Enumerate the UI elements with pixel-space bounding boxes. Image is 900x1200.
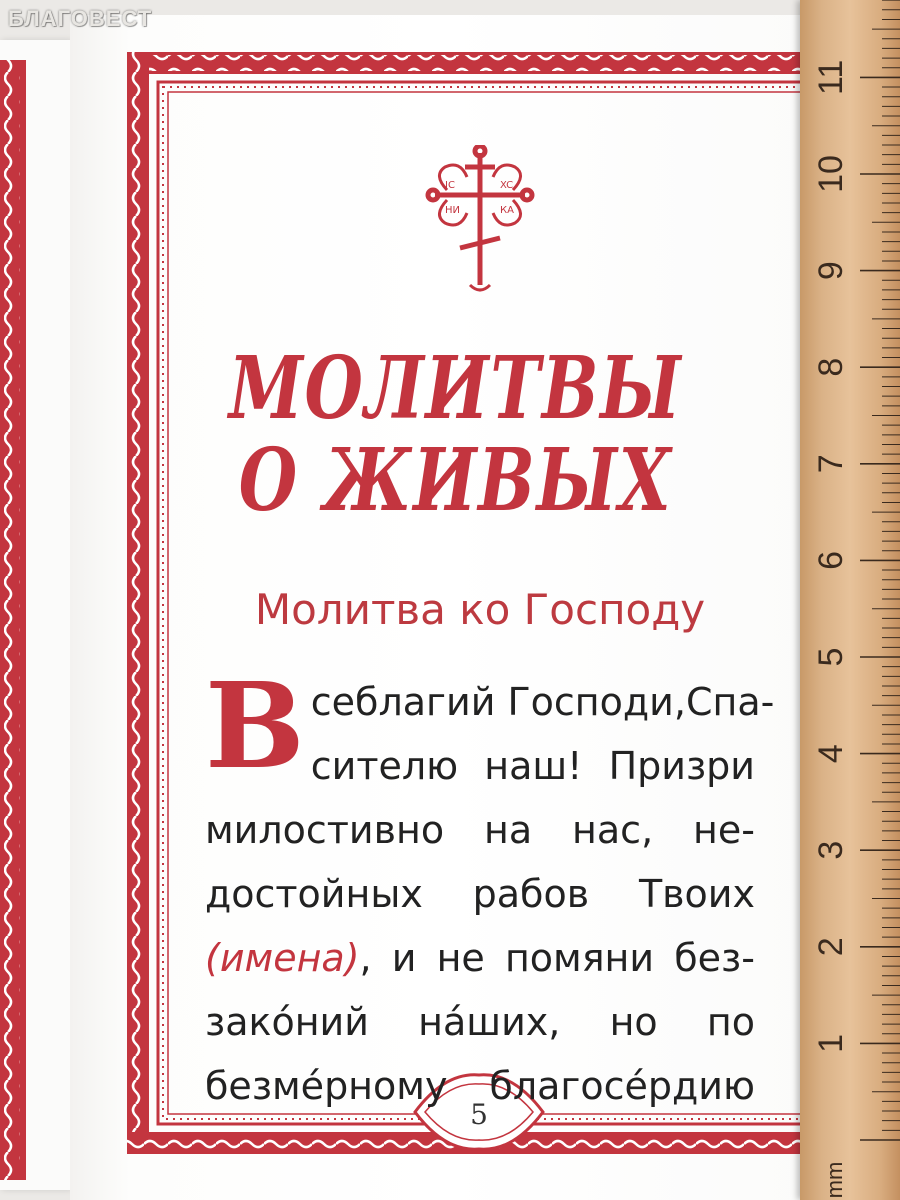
text-line-5: (имена), и не помяни без- xyxy=(205,936,755,980)
ruler-label: 4 xyxy=(812,744,850,764)
page-number: 5 xyxy=(470,1098,488,1131)
prayer-text xyxy=(205,656,775,1118)
ruler-label: 2 xyxy=(812,937,850,957)
ruler-label: 7 xyxy=(812,454,850,474)
ruler-label: 6 xyxy=(812,550,850,570)
cross-letters-ka: КА xyxy=(500,205,514,216)
names-placeholder: (имена) xyxy=(205,936,360,980)
orthodox-cross-icon xyxy=(425,145,535,295)
ruler-label: mm xyxy=(822,1161,847,1199)
text-line-2: сителю наш! Призри xyxy=(310,744,755,788)
text-line-1: себлагий Господи, Спа- xyxy=(310,680,775,724)
watermark-logo: БЛАГОВЕСТ xyxy=(8,6,153,31)
text-line-7: безмéрному благосéрдию xyxy=(205,1064,755,1108)
cross-letters-ic: IC xyxy=(445,180,455,191)
text-line-4: достойных рабов Твоих xyxy=(205,872,755,916)
ruler-label: 11 xyxy=(812,59,850,96)
ruler-label: 3 xyxy=(812,840,850,860)
title-line-2: О ЖИВЫХ xyxy=(238,430,673,531)
text-line-6: закóний нáших, но по xyxy=(205,1000,755,1044)
ruler-label: 5 xyxy=(812,647,850,667)
ruler-label: 8 xyxy=(812,357,850,377)
wooden-ruler xyxy=(800,0,900,1200)
text-line-3: милостивно на нас, не- xyxy=(205,808,755,852)
prayer-title: Молитва ко Господу xyxy=(254,585,706,634)
drop-cap: В xyxy=(205,656,305,795)
ruler-label: 1 xyxy=(812,1033,850,1053)
cross-letters-xc: XC xyxy=(500,180,514,191)
ruler-label: 10 xyxy=(812,155,850,193)
cross-letters-ni: НИ xyxy=(445,205,460,216)
ruler-label: 9 xyxy=(812,261,850,281)
title-line-1: МОЛИТВЫ xyxy=(228,338,683,439)
